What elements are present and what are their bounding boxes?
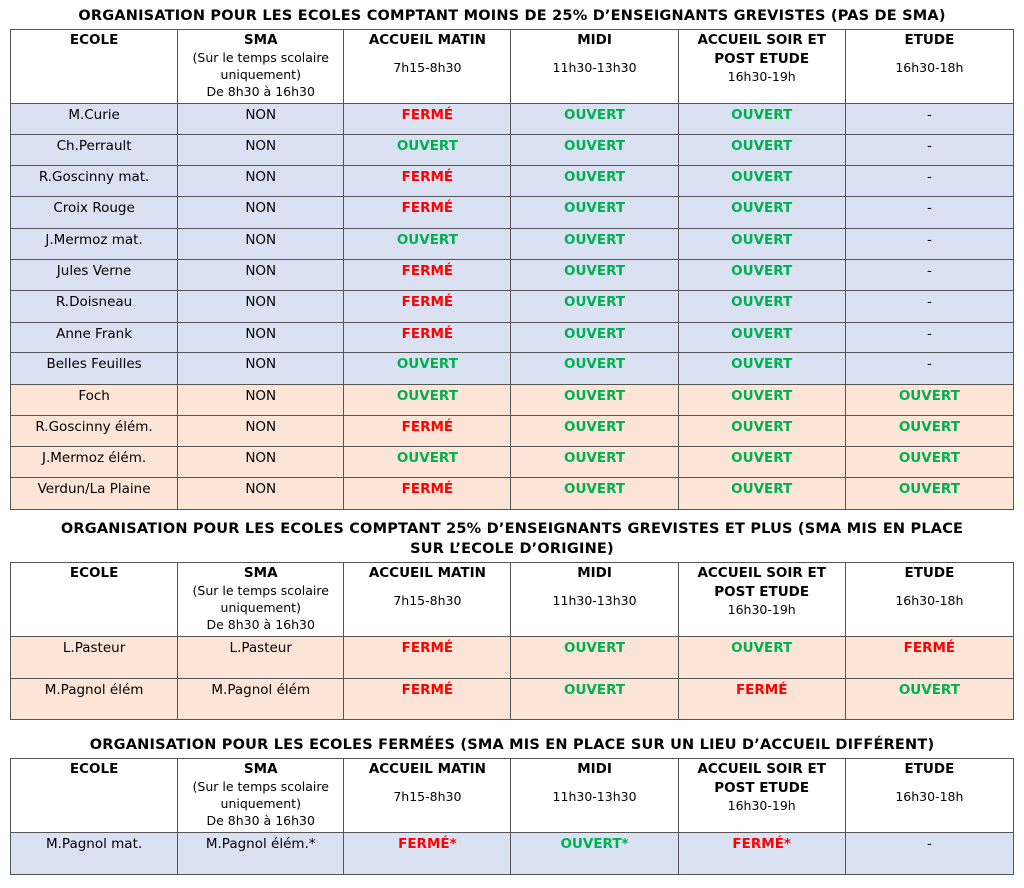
cell-sma (178, 166, 344, 197)
table-row (11, 229, 1014, 260)
school-name: Anne Frank (56, 326, 133, 342)
header-accueil-soir: ACCUEIL SOIR ET (697, 761, 826, 777)
cell-midi (511, 323, 678, 353)
school-name: Jules Verne (56, 263, 132, 279)
cell-midi (511, 447, 678, 478)
header-ecole: ECOLE (69, 761, 119, 777)
status-value: OUVERT (563, 356, 626, 372)
status-value: OUVERT (731, 356, 793, 372)
status-value: OUVERT (731, 169, 793, 185)
sma-value: NON (245, 107, 277, 123)
cell-sma (178, 323, 344, 353)
schedule-table (10, 562, 1014, 720)
cell-accueil-soir (678, 323, 845, 353)
cell-accueil-soir (678, 416, 845, 447)
header-midi: MIDI (577, 761, 612, 777)
cell-accueil-matin (344, 291, 511, 323)
status-value: - (926, 294, 932, 310)
table-row (11, 353, 1014, 385)
status-value: OUVERT (731, 326, 793, 342)
col-etude (845, 759, 1013, 833)
status-value: FERMÉ (401, 640, 454, 656)
cell-sma (178, 353, 344, 385)
schedule-table (10, 758, 1014, 875)
header-midi-time: 11h30-13h30 (552, 789, 637, 804)
cell-sma (178, 833, 344, 875)
header-accueil-matin-time: 7h15-8h30 (393, 593, 462, 608)
status-value: OUVERT (731, 640, 793, 656)
cell-etude (845, 104, 1013, 135)
header-post-etude: POST ETUDE (714, 51, 810, 67)
cell-sma (178, 679, 344, 720)
status-value: - (926, 836, 932, 852)
status-value: OUVERT (396, 138, 458, 154)
school-name: Ch.Perrault (56, 138, 132, 154)
cell-ecole (11, 385, 178, 416)
cell-sma (178, 229, 344, 260)
col-ecole (11, 563, 178, 637)
cell-ecole (11, 323, 178, 353)
cell-midi (511, 833, 678, 875)
cell-etude (845, 679, 1013, 720)
status-value: FERMÉ (401, 419, 454, 435)
col-sma (178, 563, 344, 637)
sma-value: L.Pasteur (229, 640, 292, 656)
cell-accueil-matin (344, 353, 511, 385)
cell-sma (178, 135, 344, 166)
cell-ecole (11, 197, 178, 229)
cell-accueil-soir (678, 385, 845, 416)
cell-ecole (11, 637, 178, 679)
status-value: OUVERT (898, 481, 960, 497)
status-value: OUVERT (563, 138, 626, 154)
status-value: OUVERT (731, 481, 793, 497)
cell-etude (845, 291, 1013, 323)
school-name: Foch (78, 388, 110, 404)
school-name: R.Doisneau (55, 294, 133, 310)
status-value: OUVERT (563, 263, 626, 279)
status-value: FERMÉ (401, 263, 454, 279)
sma-value: NON (245, 356, 277, 372)
sma-value: NON (245, 419, 277, 435)
status-value: OUVERT (563, 419, 626, 435)
header-post-etude: POST ETUDE (714, 780, 810, 796)
cell-accueil-soir (678, 478, 845, 510)
cell-midi (511, 478, 678, 510)
status-value: OUVERT (563, 169, 626, 185)
status-value: OUVERT (898, 682, 960, 698)
status-value: FERMÉ* (732, 836, 791, 852)
header-sma-note: (Sur le temps scolaire (192, 583, 329, 598)
cell-accueil-matin (344, 447, 511, 478)
cell-ecole (11, 166, 178, 197)
col-midi (511, 563, 678, 637)
cell-ecole (11, 353, 178, 385)
header-midi-time: 11h30-13h30 (552, 60, 637, 75)
header-sma-hours: De 8h30 à 16h30 (206, 813, 315, 828)
status-value: - (926, 326, 932, 342)
cell-accueil-soir (678, 679, 845, 720)
cell-sma (178, 260, 344, 291)
cell-accueil-matin (344, 478, 511, 510)
cell-accueil-matin (344, 833, 511, 875)
cell-etude (845, 353, 1013, 385)
status-value: - (926, 356, 932, 372)
header-sma-note: (Sur le temps scolaire (192, 779, 329, 794)
cell-etude (845, 166, 1013, 197)
cell-accueil-soir (678, 833, 845, 875)
header-accueil-matin: ACCUEIL MATIN (368, 32, 486, 48)
cell-etude (845, 197, 1013, 229)
cell-sma (178, 104, 344, 135)
sma-value: M.Pagnol élém (211, 682, 311, 698)
cell-etude (845, 637, 1013, 679)
school-name: Croix Rouge (53, 200, 135, 216)
cell-accueil-matin (344, 104, 511, 135)
status-value: OUVERT (563, 107, 626, 123)
status-value: - (926, 138, 932, 154)
cell-accueil-matin (344, 166, 511, 197)
cell-accueil-matin (344, 679, 511, 720)
status-value: OUVERT (563, 682, 626, 698)
cell-accueil-soir (678, 166, 845, 197)
header-accueil-matin-time: 7h15-8h30 (393, 60, 462, 75)
cell-ecole (11, 260, 178, 291)
status-value: OUVERT (731, 294, 793, 310)
cell-accueil-matin (344, 416, 511, 447)
cell-accueil-matin (344, 385, 511, 416)
school-name: M.Pagnol élém (44, 682, 144, 698)
sma-value: NON (245, 481, 277, 497)
school-name: J.Mermoz élém. (42, 450, 147, 466)
cell-midi (511, 229, 678, 260)
sma-value: NON (245, 294, 277, 310)
status-value: FERMÉ (401, 481, 454, 497)
status-value: OUVERT (563, 232, 626, 248)
status-value: FERMÉ (401, 200, 454, 216)
status-value: FERMÉ (735, 682, 788, 698)
school-name: Verdun/La Plaine (37, 481, 151, 497)
status-value: FERMÉ (401, 107, 454, 123)
cell-ecole (11, 679, 178, 720)
status-value: - (926, 107, 932, 123)
table-row (11, 260, 1014, 291)
cell-sma (178, 197, 344, 229)
header-etude-time: 16h30-18h (895, 593, 964, 608)
section-title (10, 735, 1014, 755)
status-value: OUVERT (396, 232, 458, 248)
status-value: - (926, 232, 932, 248)
header-accueil-matin: ACCUEIL MATIN (368, 565, 486, 581)
header-accueil-soir-time: 16h30-19h (727, 798, 796, 813)
status-value: OUVERT (731, 200, 793, 216)
cell-midi (511, 291, 678, 323)
header-accueil-soir: ACCUEIL SOIR ET (697, 565, 826, 581)
table-row (11, 166, 1014, 197)
header-etude: ETUDE (904, 565, 955, 581)
cell-etude (845, 478, 1013, 510)
cell-midi (511, 135, 678, 166)
school-name: Belles Feuilles (46, 356, 142, 372)
col-accueil-matin (344, 563, 511, 637)
status-value: OUVERT (396, 388, 458, 404)
header-row (11, 30, 1014, 104)
status-value: FERMÉ (401, 682, 454, 698)
status-value: OUVERT (396, 356, 458, 372)
header-accueil-soir-time: 16h30-19h (727, 69, 796, 84)
school-name: R.Goscinny mat. (38, 169, 150, 185)
status-value: OUVERT (563, 640, 626, 656)
table-row (11, 323, 1014, 353)
header-sma: SMA (243, 32, 278, 48)
status-value: OUVERT (898, 388, 960, 404)
cell-etude (845, 416, 1013, 447)
school-name: R.Goscinny élém. (35, 419, 153, 435)
header-midi: MIDI (577, 32, 612, 48)
cell-sma (178, 447, 344, 478)
header-post-etude: POST ETUDE (714, 584, 810, 600)
header-ecole: ECOLE (69, 32, 119, 48)
header-sma: SMA (243, 761, 278, 777)
sma-value: NON (245, 232, 277, 248)
cell-midi (511, 166, 678, 197)
sma-value: NON (245, 169, 277, 185)
cell-ecole (11, 135, 178, 166)
header-sma-hours: De 8h30 à 16h30 (206, 617, 315, 632)
status-value: - (926, 263, 932, 279)
header-etude-time: 16h30-18h (895, 789, 964, 804)
status-value: OUVERT (563, 450, 626, 466)
status-value: OUVERT (731, 388, 793, 404)
header-etude: ETUDE (904, 32, 955, 48)
status-value: OUVERT (563, 200, 626, 216)
cell-etude (845, 135, 1013, 166)
col-etude (845, 563, 1013, 637)
cell-accueil-soir (678, 637, 845, 679)
status-value: OUVERT (731, 232, 793, 248)
cell-ecole (11, 416, 178, 447)
cell-ecole (11, 478, 178, 510)
cell-sma (178, 385, 344, 416)
cell-accueil-matin (344, 135, 511, 166)
cell-etude (845, 833, 1013, 875)
header-sma-hours: De 8h30 à 16h30 (206, 84, 315, 99)
cell-accueil-soir (678, 260, 845, 291)
status-value: FERMÉ (401, 326, 454, 342)
table-row (11, 104, 1014, 135)
table-row (11, 197, 1014, 229)
section-1 (10, 6, 1014, 510)
cell-midi (511, 260, 678, 291)
status-value: OUVERT (731, 419, 793, 435)
section-title (10, 519, 1014, 559)
cell-accueil-soir (678, 104, 845, 135)
cell-etude (845, 323, 1013, 353)
sma-value: NON (245, 138, 277, 154)
col-etude (845, 30, 1013, 104)
cell-etude (845, 385, 1013, 416)
section-title-line: ORGANISATION POUR LES ECOLES FERMÉES (SMA MIS EN PLACE SUR UN LIEU D’ACCUEIL DIFFÉRENT) (89, 737, 935, 753)
col-midi (511, 759, 678, 833)
sma-value: NON (245, 326, 277, 342)
sma-value: NON (245, 450, 277, 466)
col-midi (511, 30, 678, 104)
school-name: M.Curie (68, 107, 120, 123)
header-ecole: ECOLE (69, 565, 119, 581)
header-sma: SMA (243, 565, 278, 581)
cell-sma (178, 637, 344, 679)
sma-value: M.Pagnol élém.* (205, 836, 316, 852)
status-value: OUVERT (563, 388, 626, 404)
sma-value: NON (245, 263, 277, 279)
status-value: FERMÉ (401, 169, 454, 185)
cell-accueil-soir (678, 447, 845, 478)
section-title-line: ORGANISATION POUR LES ECOLES COMPTANT 25% D’ENSEIGNANTS GREVISTES ET PLUS (SMA MIS EN PLACE (60, 521, 964, 537)
status-value: FERMÉ (903, 640, 956, 656)
school-name: M.Pagnol mat. (45, 836, 143, 852)
header-row (11, 759, 1014, 833)
table-row (11, 291, 1014, 323)
school-name: J.Mermoz mat. (45, 232, 143, 248)
table-row (11, 637, 1014, 679)
status-value: - (926, 169, 932, 185)
cell-ecole (11, 229, 178, 260)
table-row (11, 135, 1014, 166)
cell-accueil-matin (344, 197, 511, 229)
cell-midi (511, 637, 678, 679)
cell-accueil-matin (344, 323, 511, 353)
status-value: FERMÉ (401, 294, 454, 310)
schedule-table (10, 29, 1014, 510)
header-etude-time: 16h30-18h (895, 60, 964, 75)
sma-value: NON (245, 200, 277, 216)
cell-accueil-soir (678, 135, 845, 166)
table-row (11, 447, 1014, 478)
cell-accueil-soir (678, 353, 845, 385)
col-sma (178, 759, 344, 833)
status-value: OUVERT (731, 138, 793, 154)
section-title (10, 6, 1014, 26)
header-midi-time: 11h30-13h30 (552, 593, 637, 608)
col-ecole (11, 759, 178, 833)
status-value: OUVERT (731, 107, 793, 123)
cell-etude (845, 447, 1013, 478)
col-accueil-matin (344, 759, 511, 833)
status-value: OUVERT* (560, 836, 629, 852)
cell-ecole (11, 447, 178, 478)
status-value: - (926, 200, 932, 216)
table-row (11, 833, 1014, 875)
cell-midi (511, 385, 678, 416)
header-sma-note: uniquement) (220, 67, 301, 82)
section-title-line: ORGANISATION POUR LES ECOLES COMPTANT MOINS DE 25% D’ENSEIGNANTS GREVISTES (PAS DE SMA) (78, 8, 946, 24)
table-row (11, 679, 1014, 720)
cell-ecole (11, 833, 178, 875)
status-value: OUVERT (731, 450, 793, 466)
col-ecole (11, 30, 178, 104)
header-sma-note: uniquement) (220, 600, 301, 615)
cell-midi (511, 197, 678, 229)
status-value: OUVERT (563, 294, 626, 310)
cell-sma (178, 416, 344, 447)
col-sma (178, 30, 344, 104)
section-3 (10, 735, 1014, 875)
cell-accueil-soir (678, 197, 845, 229)
cell-midi (511, 679, 678, 720)
table-row (11, 385, 1014, 416)
col-accueil-matin (344, 30, 511, 104)
cell-accueil-soir (678, 229, 845, 260)
header-sma-note: (Sur le temps scolaire (192, 50, 329, 65)
status-value: OUVERT (731, 263, 793, 279)
header-sma-note: uniquement) (220, 796, 301, 811)
table-row (11, 416, 1014, 447)
cell-midi (511, 353, 678, 385)
cell-etude (845, 260, 1013, 291)
school-name: L.Pasteur (62, 640, 126, 656)
header-accueil-soir-time: 16h30-19h (727, 602, 796, 617)
status-value: OUVERT (396, 450, 458, 466)
sma-value: NON (245, 388, 277, 404)
table-row (11, 478, 1014, 510)
col-accueil-soir (678, 759, 845, 833)
header-accueil-soir: ACCUEIL SOIR ET (697, 32, 826, 48)
col-accueil-soir (678, 30, 845, 104)
cell-etude (845, 229, 1013, 260)
header-accueil-matin: ACCUEIL MATIN (368, 761, 486, 777)
cell-sma (178, 291, 344, 323)
cell-ecole (11, 291, 178, 323)
section-title-line: SUR L’ECOLE D’ORIGINE) (410, 541, 614, 557)
section-2 (10, 519, 1014, 720)
cell-accueil-soir (678, 291, 845, 323)
cell-sma (178, 478, 344, 510)
col-accueil-soir (678, 563, 845, 637)
status-value: OUVERT (563, 481, 626, 497)
status-value: OUVERT (563, 326, 626, 342)
cell-accueil-matin (344, 229, 511, 260)
status-value: FERMÉ* (398, 836, 457, 852)
cell-accueil-matin (344, 260, 511, 291)
header-accueil-matin-time: 7h15-8h30 (393, 789, 462, 804)
cell-midi (511, 104, 678, 135)
cell-accueil-matin (344, 637, 511, 679)
header-row (11, 563, 1014, 637)
cell-midi (511, 416, 678, 447)
header-midi: MIDI (577, 565, 612, 581)
header-etude: ETUDE (904, 761, 955, 777)
status-value: OUVERT (898, 450, 960, 466)
status-value: OUVERT (898, 419, 960, 435)
cell-ecole (11, 104, 178, 135)
